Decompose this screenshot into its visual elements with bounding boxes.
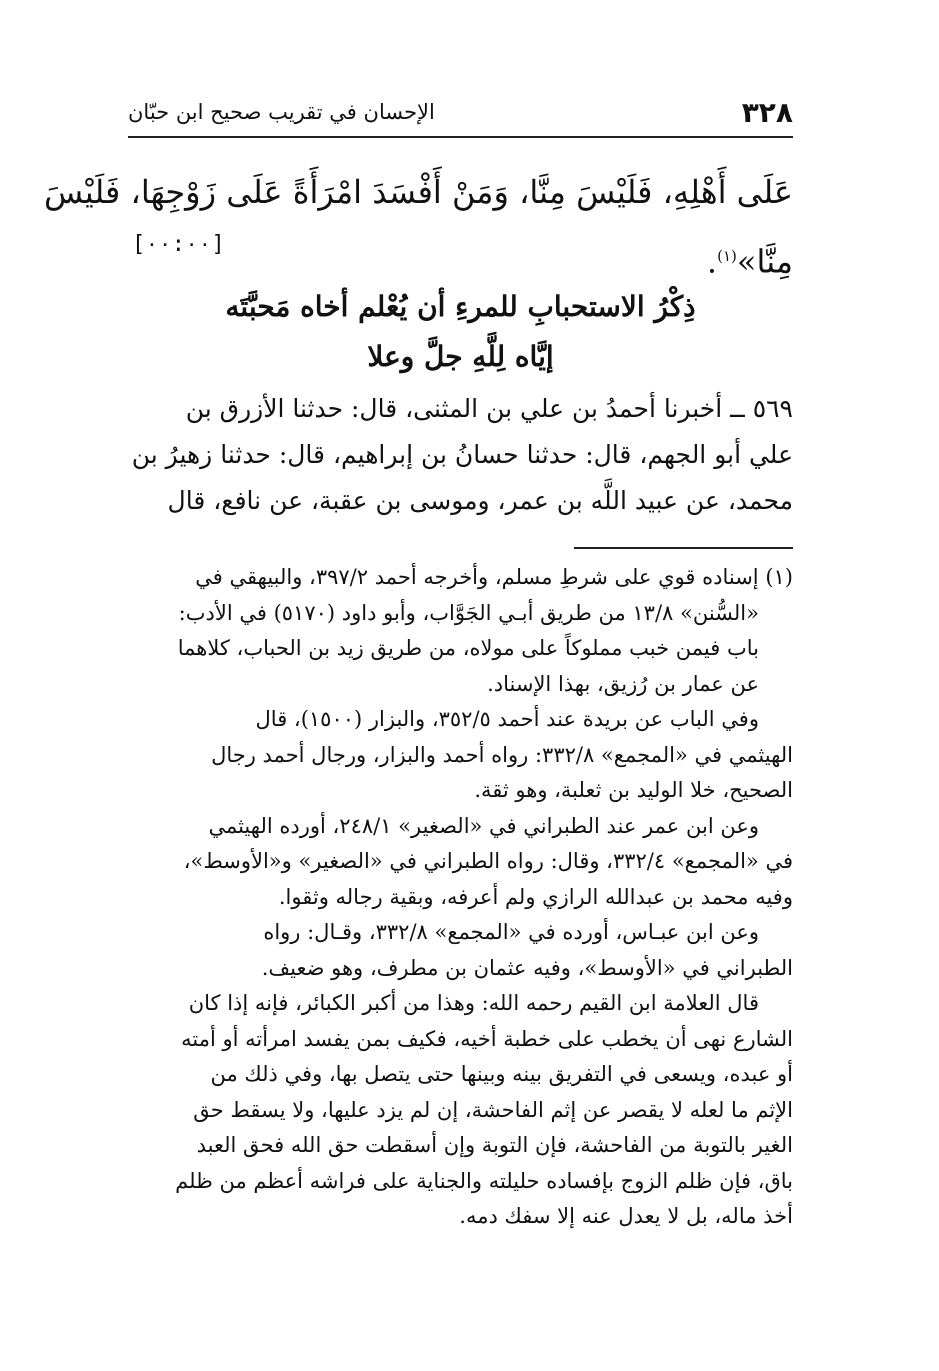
page-header	[128, 96, 793, 138]
hadith-569-line-2: علي أبو الجهم، قال: حدثنا حسانُ بن إبراهيم، قال: حدثنا زهيرُ بن	[131, 440, 793, 469]
footnote-line: باب فيمن خبب مملوكاً على مولاه، من طريق زيد بن الحباب، كلاهما	[177, 636, 759, 660]
footnote-line: وفيه محمد بن عبدالله الرازي ولم أعرفه، وبقية رجاله وثقوا.	[278, 884, 793, 909]
section-heading-line-2: إيَّاه لِلَّهِ جلَّ وعلا	[367, 340, 554, 373]
section-heading	[128, 282, 793, 382]
footnote-marker: (١)	[717, 247, 737, 265]
hadith-569-line-1: ٥٦٩ ــ أخبرنا أحمدُ بن علي بن المثنى، قال: حدثنا الأزرق بن	[185, 394, 793, 423]
footnote-line: الغير بالتوبة من الفاحشة، فإن التوبة وإن أسقطت حق الله فحق العبد	[196, 1133, 793, 1157]
section-heading-line-1: ذِكْرُ الاستحبابِ للمرءِ أن يُعْلم أخاه مَحبَّتَه	[225, 290, 696, 323]
footnote-line: أو عبده، ويسعى في التفريق بينه وبينها حتى يتصل بها، وفي ذلك من	[210, 1062, 793, 1086]
hadith-line-2-text: مِنَّا»	[736, 242, 793, 281]
footnote-line: أخذ ماله، بل لا يعدل عنه إلا سفك دمه.	[459, 1204, 793, 1228]
footnote-line: الهيثمي في «المجمع» ٣٣٢/٨: رواه أحمد والبزار، ورجال أحمد رجال	[211, 742, 793, 767]
footnote-paragraph-2	[128, 702, 793, 809]
footnote-line: وعن ابن عمر عند الطبراني في «الصغير» ٢٤٨/١، أورده الهيثمي	[208, 813, 759, 838]
footnote-paragraph-4	[128, 915, 793, 986]
hadith-continuation	[43, 160, 793, 294]
reference-code: [٠٠:٠٠]	[132, 232, 225, 257]
footnote-line: عن عمار بن رُزيق، بهذا الإسناد.	[487, 671, 759, 696]
footnote-line: «السُّنن» ١٣/٨ من طريق أبـي الجَوَّاب، وأبو داود (٥١٧٠) في الأدب:	[178, 600, 759, 625]
footnote-line: وفي الباب عن بريدة عند أحمد ٣٥٢/٥، والبزار (١٥٠٠)، قال	[255, 707, 759, 731]
footnotes	[128, 560, 793, 1235]
footnote-line: (١) إسناده قوي على شرطِ مسلم، وأخرجه أحمد ٣٩٧/٢، والبيهقي في	[195, 565, 793, 589]
hadith-line-2-end: .	[706, 242, 718, 281]
footnote-line: وعن ابن عبـاس، أورده في «المجمع» ٣٣٢/٨، وقـال: رواه	[263, 920, 759, 944]
footnote-line: قال العلامة ابن القيم رحمه الله: وهذا من أكبر الكبائر، فإنه إذا كان	[188, 991, 759, 1015]
footnote-line: في «المجمع» ٣٣٢/٤، وقال: رواه الطبراني في «الصغير» و«الأوسط»،	[183, 849, 793, 873]
footnote-separator	[574, 547, 793, 549]
footnote-paragraph-5	[128, 986, 793, 1235]
hadith-569-line-3: محمد، عن عبيد اللَّه بن عمر، وموسى بن عقبة، عن نافع، قال	[167, 486, 793, 515]
hadith-569	[128, 386, 793, 524]
footnote-line: باق، فإن ظلم الزوج بإفساده حليلته والجناية على فراشه أعظم من ظلم	[175, 1168, 793, 1193]
page-number: ٣٢٨	[741, 96, 793, 129]
hadith-line-1: عَلَى أَهْلِهِ، فَلَيْسَ مِنَّا، وَمَنْ أَفْسَدَ امْرَأَةً عَلَى زَوْجِهَا، فَلَيْسَ	[43, 173, 793, 211]
footnote-paragraph-3	[128, 809, 793, 916]
footnote-line: الشارع نهى أن يخطب على خطبة أخيه، فكيف بمن يفسد امرأته أو أمته	[181, 1026, 793, 1051]
footnote-paragraph-1	[128, 560, 793, 702]
footnote-line: الطبراني في «الأوسط»، وفيه عثمان بن مطرف، وهو ضعيف.	[261, 955, 793, 980]
footnote-line: الإثم ما لعله لا يقصر عن إثم الفاحشة، إن لم يزد عليها، ولا يسقط حق	[193, 1097, 793, 1122]
running-title: الإحسان في تقريب صحيح ابن حبّان	[128, 100, 435, 124]
footnote-line: الصحيح، خلا الوليد بن ثعلبة، وهو ثقة.	[474, 778, 793, 802]
